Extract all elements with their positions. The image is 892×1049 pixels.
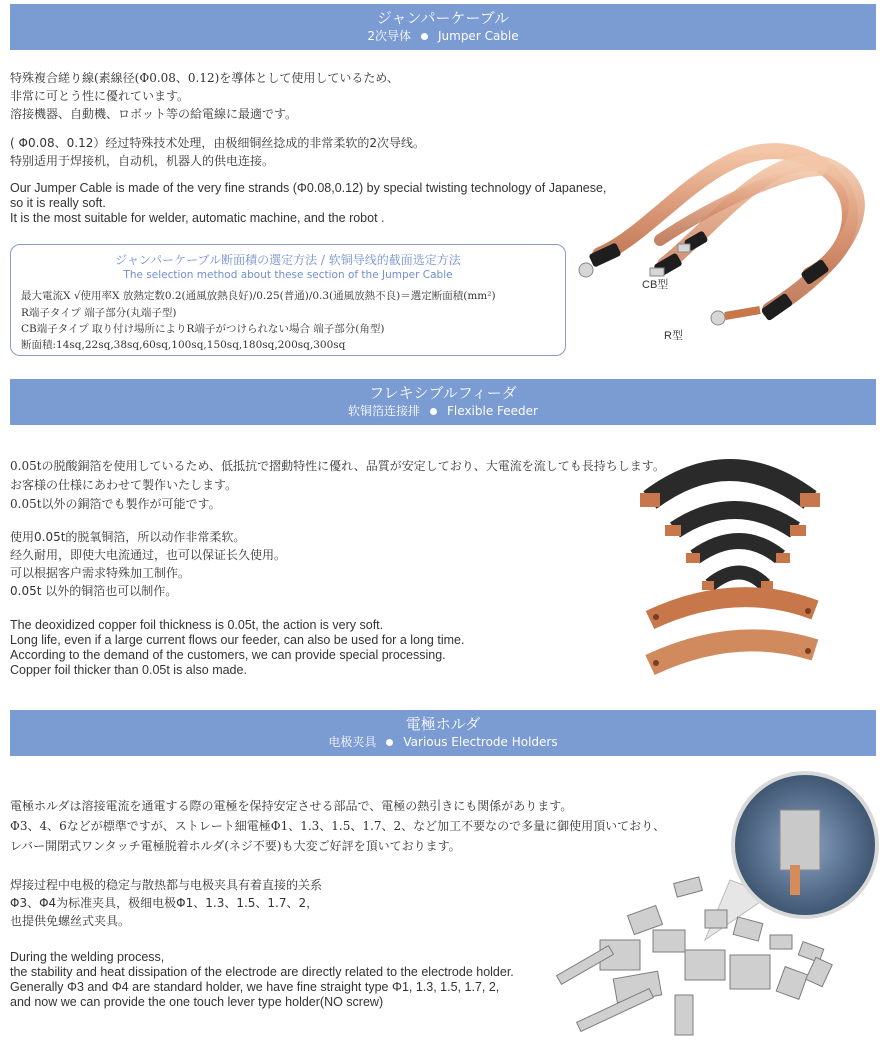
selection-line-1: 最大電流X √使用率X 放熱定数0.2(通風放熱良好)/0.25(普通)/0.3(通風放熱不良)＝選定断面積(mm²) [21, 290, 496, 302]
feeder-jp-line-2: お客様の仕様にあわせて製作いたします。 [10, 478, 238, 492]
holders-jp-line-1: 電極ホルダは溶接電流を通電する際の電極を保持安定させる部品で、電極の熱引きにも関係があります。 [10, 799, 573, 813]
flexible-feeder-photo-icon [640, 445, 820, 685]
jumper-cn-line-1: ( Φ0.08、0.12）经过特殊技术处理，由极细铜丝捻成的非常柔软的2次导线。 [10, 136, 426, 150]
holders-cn-line-3: 也提供免螺丝式夹具。 [10, 914, 131, 928]
feeder-en-line-3: According to the demand of the customers, we can provide special processing. [10, 648, 446, 662]
feeder-en-line-4: Copper foil thicker than 0.05t is also made. [10, 663, 247, 677]
jumper-jp-line-3: 溶接機器、自動機、ロボット等の給電線に最適です。 [10, 107, 298, 121]
bullet-dot-icon [430, 408, 437, 415]
flexible-feeder-header [10, 379, 876, 425]
holders-en-line-1: During the welding process, [10, 950, 165, 964]
feeder-cn-line-3: 可以根据客户需求特殊加工制作。 [10, 566, 191, 580]
selection-line-4: 断面積:14sq,22sq,38sq,60sq,100sq,150sq,180sq,200sq,300sq [21, 339, 346, 351]
jumper-subtitle [10, 28, 876, 44]
jumper-title-jp: ジャンパーケーブル [376, 9, 510, 27]
electrode-holders-photo-icon [555, 770, 885, 1040]
feeder-subtitle [10, 403, 876, 419]
jumper-jp-line-1: 特殊複合縒り線(素線径(Φ0.08、0.12)を導体として使用しているため、 [10, 71, 399, 85]
holders-title-en: Various Electrode Holders [403, 735, 558, 749]
jumper-title-en: Jumper Cable [437, 29, 519, 43]
bullet-dot-icon [421, 33, 428, 40]
jumper-en-line-2: so it is really soft. [10, 196, 106, 210]
jumper-cable-header [10, 4, 876, 50]
r-type-label: R型 [664, 330, 683, 342]
holders-cn-line-2: Φ3、Φ4为标准夹具，极细电极Φ1、1.3、1.5、1.7、2， [10, 896, 319, 910]
selection-line-2: R端子タイプ 端子部分(丸端子型) [21, 307, 177, 319]
feeder-en-line-1: The deoxidized copper foil thickness is 0.05t, the action is very soft. [10, 618, 384, 632]
bullet-dot-icon [386, 739, 393, 746]
holders-en-line-2: the stability and heat dissipation of the electrode are directly related to the electrode holder. [10, 965, 514, 979]
jumper-cable-photo-icon [570, 60, 880, 350]
holders-cn-line-1: 焊接过程中电极的稳定与散热都与电极夹具有着直接的关系 [10, 878, 323, 892]
holders-title-jp: 電極ホルダ [405, 715, 481, 733]
selection-line-3: CB端子タイプ 取り付け場所によりR端子がつけられない場合 端子部分(角型) [21, 323, 385, 335]
holders-en-line-3: Generally Φ3 and Φ4 are standard holder, we have fine straight type Φ1, 1.3, 1.5, 1.7, 2, [10, 980, 500, 994]
cb-type-label: CB型 [642, 279, 669, 291]
jumper-en-line-3: It is the most suitable for welder, automatic machine, and the robot . [10, 211, 385, 225]
jumper-title-cn: 2次导体 [367, 29, 411, 43]
feeder-title-cn: 软铜箔连接排 [348, 404, 421, 418]
selection-box-title: ジャンパーケーブル断面積の選定方法 / 软铜导线的截面选定方法 [115, 253, 461, 267]
jumper-jp-line-2: 非常に可とう性に優れています。 [10, 89, 190, 103]
feeder-title-jp: フレキシブルフィーダ [369, 384, 517, 402]
feeder-cn-line-1: 使用0.05t的脱氧铜箔，所以动作非常柔软。 [10, 530, 246, 544]
holders-title-cn: 电极夹具 [328, 735, 377, 749]
holders-jp-line-3: レバー開閉式ワンタッチ電極脱着ホルダ(ネジ不要)も大変ご好評を頂いております。 [10, 839, 461, 853]
feeder-cn-line-4: 0.05t 以外的铜箔也可以制作。 [10, 584, 178, 598]
feeder-cn-line-2: 经久耐用，即使大电流通过，也可以保证长久使用。 [10, 548, 287, 562]
electrode-holders-header [10, 710, 876, 756]
feeder-jp-line-1: 0.05tの脱酸銅箔を使用しているため、低抵抗で摺動特性に優れ、品質が安定しており、大電流を流しても長持ちします。 [10, 459, 665, 473]
feeder-title-en: Flexible Feeder [447, 404, 538, 418]
selection-box-subtitle: The selection method about these section of the Jumper Cable [123, 269, 453, 281]
jumper-cn-line-2: 特别适用于焊接机，自动机，机器人的供电连接。 [10, 154, 275, 168]
cable-selection-box [10, 244, 566, 356]
holders-subtitle [10, 734, 876, 750]
jumper-en-line-1: Our Jumper Cable is made of the very fine strands (Φ0.08,0.12) by special twisting technology of Japanese, [10, 181, 607, 195]
holders-jp-line-2: Φ3、4、6などが標準ですが、ストレート細電極Φ1、1.3、1.5、1.7、2、など加工不要なので多量に御使用頂いており、 [10, 819, 666, 833]
holders-en-line-4: and now we can provide the one touch lever type holder(NO screw) [10, 995, 384, 1009]
feeder-en-line-2: Long life, even if a large current flows our feeder, can also be used for a long time. [10, 633, 465, 647]
feeder-jp-line-3: 0.05t以外の銅箔でも製作が可能です。 [10, 497, 221, 511]
